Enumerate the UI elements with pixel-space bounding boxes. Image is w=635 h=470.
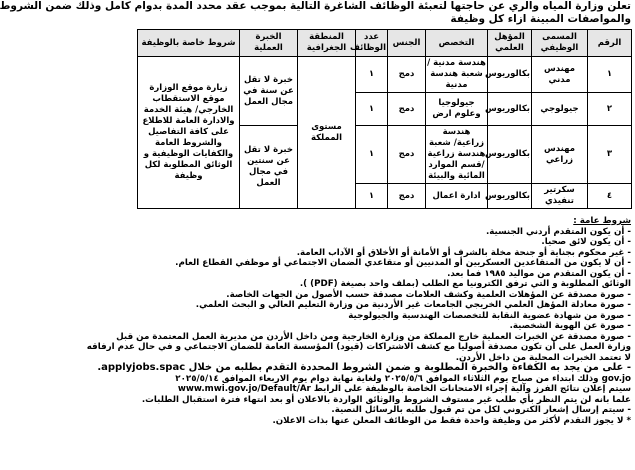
header-num: الرقم	[588, 30, 632, 57]
condition-line: وزارة العمل على أن تكون مصدقة أصوليا مع كشف الاشتراكات (قيود) المؤسسة العامة للضمان الاجتماعي و في حال عدم ارفاقه	[86, 342, 631, 352]
cell-gender: دمج	[388, 57, 426, 93]
header-experience: الخبرة العملية	[240, 30, 298, 57]
cell-count: ١	[356, 184, 388, 209]
condition-line: - صورة مصدقة عن الخبرات العملية خارج المملكة من وزارة الخارجية ومن داخل الأردن من مديرية العمل المعتمدة من قبل	[116, 331, 631, 342]
condition-line: - صورة عن الهوية الشخصية.	[509, 321, 631, 331]
header-degree: المؤهل العلمي	[488, 30, 532, 57]
cell-experience-1: خبرة لا تقل عن سنة في مجال العمل	[240, 57, 298, 126]
cell-num: ١	[588, 57, 632, 93]
condition-line: * لا يجوز التقدم لأكثر من وظيفة واحدة فقط من الوظائف المعلن عنها بذات الاعلان.	[272, 415, 631, 426]
condition-line: - غير محكوم بجناية أو جنحة مخلة بالشرف أو الأمانة أو الأخلاق أو الآداب العامة.	[296, 247, 631, 258]
condition-line: - صورة من شهادة عضوية النقابة للتخصصات الهندسية والجيولوجية	[348, 310, 631, 321]
condition-line: - صورة مصدقة عن المؤهلات العلمية وكشف العلامات مصدقة حسب الأصول من الجهات الخاصة.	[226, 289, 631, 300]
condition-line: علما بانه لن يتم النظر بأي طلب غير مستوف الشروط والوثائق الواردة بالاعلان أو بعد انتهاء فترة استقبال الطلبات.	[141, 394, 631, 405]
cell-num: ٤	[588, 184, 632, 209]
cell-major: هندسة مدنية /شعبة هندسة مدنية	[426, 57, 488, 93]
announcement-header	[0, 0, 631, 26]
cell-degree: بكالوريوس	[488, 93, 532, 126]
header-title: المسمى الوظيفي	[532, 30, 588, 57]
cell-major: ادارة اعمال	[426, 184, 488, 209]
condition-line: - أن يكون المتقدم أردني الجنسية.	[485, 226, 631, 237]
header-region: المنطقة الجغرافية	[298, 30, 356, 57]
cell-title: سكرتير تنفيذي	[532, 184, 588, 209]
condition-line: - سيتم إرسال إشعار الكتروني لكل من تم قبول طلبه بالرسائل النصية.	[331, 405, 631, 415]
table-header-row	[138, 30, 632, 57]
cell-experience-2: خبرة لا تقل عن سنتين في مجال العمل	[240, 126, 298, 209]
condition-line: - صورة معادلة المؤهل العلمي الخريجي الجامعات غير الأردنية من وزارة التعليم العالي و البحث العلمي.	[195, 300, 631, 310]
jobs-table	[137, 29, 632, 209]
condition-line: - أن يكون لائق صحيا.	[541, 237, 631, 247]
apply-link-line[interactable]: - على من يجد به الكفاءة والخبرة المطلوبة و ضمن الشروط المحددة التقدم بطلبه من خلال applyjobs.spac.	[97, 362, 631, 373]
cell-degree: بكالوريوس	[488, 126, 532, 184]
condition-line: - أن يكون المتقدم من مواليد ١٩٨٥ فما بعد.	[447, 268, 631, 279]
cell-title: مهندس مدني	[532, 57, 588, 93]
general-conditions	[86, 216, 631, 426]
cell-count: ١	[356, 126, 388, 184]
cell-major: هندسة زراعية/ شعبة هندسة زراعية /قسم الموارد المائية والبيئة	[426, 126, 488, 184]
cell-gender: دمج	[388, 93, 426, 126]
cell-gender: دمج	[388, 126, 426, 184]
header-line-1: تعلن وزارة المياه والري عن حاجتها لتعبئة الوظائف الشاغرة التالية بموجب عقد محدد المدة بدوام كامل وذلك ضمن الشروط	[0, 0, 631, 12]
cell-degree: بكالوريوس	[488, 184, 532, 209]
cell-count: ١	[356, 57, 388, 93]
header-count: عدد الوظائف	[356, 30, 388, 57]
cell-major: جيولوجيا وعلوم ارض	[426, 93, 488, 126]
header-special: شروط خاصة بالوظيفة	[138, 30, 240, 57]
cell-count: ١	[356, 93, 388, 126]
documents-title: الوثائق المطلوبة و التي ترفق الكترونيا مع الطلب (بملف واحد بصيغة (PDF) ).	[299, 279, 631, 289]
condition-line: - أن لا يكون من المتقاعدين العسكريين أو المدنيين أو متقاعدي الضمان الاجتماعي أو موظفي القطاع العام.	[175, 258, 631, 268]
cell-region: مستوى المملكة	[298, 57, 356, 209]
condition-line: لا تعتمد الخبرات المحلية من داخل الأردن.	[455, 352, 631, 363]
cell-title: جيولوجي	[532, 93, 588, 126]
cell-num: ٢	[588, 93, 632, 126]
table-row	[138, 57, 632, 93]
condition-line: gov.jo وذلك ابتداء من صباح يوم الثلاثاء الموافق ٢٠٢٥/٥/٦ ولغاية نهاية دوام يوم الاربعاء الموافق ٢٠٢٥/٥/١٤	[175, 373, 631, 384]
cell-special: زيارة موقع الوزارة موقع الاستقطاب الخارجي/ هيئة الخدمة والادارة العامة للاطلاع على كافة التفاصيل والشروط العامة والكفايات الوظيفية و الوثائق المطلوبة لكل وظيفة	[138, 57, 240, 209]
cell-title: مهندس زراعي	[532, 126, 588, 184]
results-link-line[interactable]: سيتم إعلان نتائج الفرز وآلية إجراء الامتحانات الخاصة بالوظيفة على الرابط www.mwi.gov.jo/Default/Ar	[177, 384, 631, 394]
cell-degree: بكالوريوس	[488, 57, 532, 93]
cell-num: ٣	[588, 126, 632, 184]
conditions-title: شروط عامة :	[573, 216, 631, 226]
cell-gender: دمج	[388, 184, 426, 209]
header-gender: الجنس	[388, 30, 426, 57]
header-major: التخصص	[426, 30, 488, 57]
header-line-2: والمواصفات المبينة ازاء كل وظيفة	[450, 13, 631, 25]
